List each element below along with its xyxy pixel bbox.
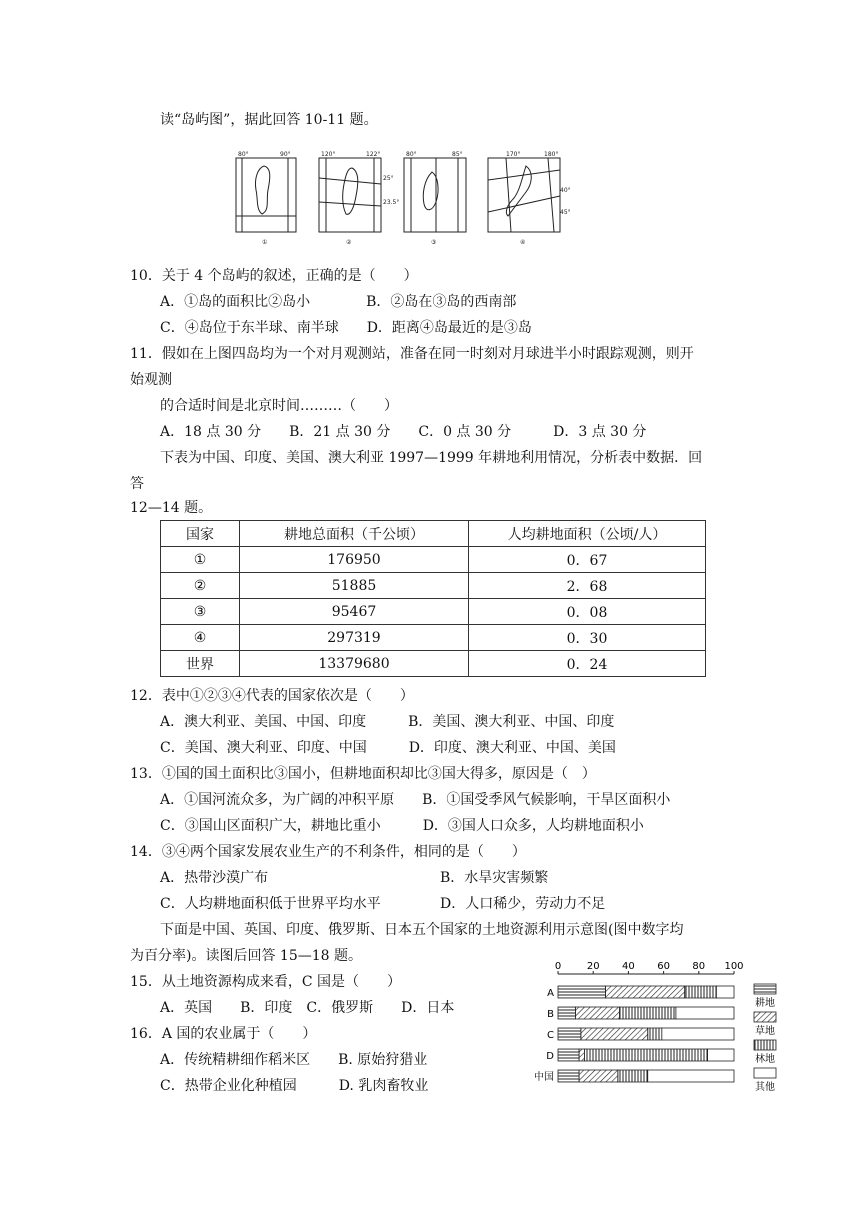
bar-segment: [581, 1028, 648, 1040]
bar-segment: [558, 1028, 581, 1040]
map3-lon-right: 85°: [452, 151, 463, 158]
table-cell: ③: [161, 599, 240, 625]
table-row: [161, 625, 706, 651]
map1-label: ①: [262, 239, 268, 246]
intro-landuse-line2: 为百分率)。读图后回答 15—18 题。: [130, 948, 362, 964]
legend-swatch: [754, 984, 776, 994]
question-11-line1: 11．假如在上图四岛均为一个对月观测站，准备在同一时刻对月球进半小时跟踪观测，则开: [130, 346, 694, 362]
question-16-options-ab: A．传统精耕细作稻米区 B. 原始狩猎业: [160, 1052, 428, 1068]
bar-segment: [576, 1007, 620, 1019]
bar-segment: [579, 1049, 584, 1061]
map4-lat-bottom: 45°: [560, 209, 571, 216]
table-cell: 2．68: [469, 573, 706, 599]
bar-segment: [618, 1070, 648, 1082]
question-16-options-cd: C．热带企业化种植园 D. 乳肉畜牧业: [160, 1078, 429, 1094]
question-13: 13．①国的国土面积比③国小，但耕地面积却比③国大得多，原因是（ ）: [130, 766, 596, 782]
question-13-options-cd: C．③国山区面积广大，耕地比重小 D．③国人口众多，人均耕地面积小: [160, 818, 644, 834]
bar-segment: [579, 1070, 618, 1082]
bar-segment: [662, 1028, 734, 1040]
x-tick-label: 80: [692, 961, 706, 972]
x-tick-label: 40: [622, 961, 635, 972]
table-cell: ①: [161, 547, 240, 573]
map2-lon-left: 120°: [321, 151, 336, 158]
bar-segment: [606, 986, 685, 998]
question-14-option-b: B．水旱灾害频繁: [440, 870, 549, 886]
bar-segment: [584, 1049, 707, 1061]
bar-segment: [620, 1007, 676, 1019]
bar-segment: [716, 986, 734, 998]
table-cell: 51885: [240, 573, 469, 599]
legend-label: 林地: [755, 1054, 775, 1065]
category-label: D: [546, 1051, 554, 1062]
question-11-line3: 的合适时间是北京时间………（ ）: [160, 398, 398, 414]
question-13-options-ab: A．①国河流众多，为广阔的冲积平原 B．①国受季风气候影响，干旱区面积小: [160, 792, 671, 808]
map1-lon-left: 80°: [238, 151, 249, 158]
x-tick-label: 60: [657, 961, 670, 972]
question-10-options-ab: A．①岛的面积比②岛小 B．②岛在③岛的西南部: [160, 294, 517, 310]
intro-table-line3: 12—14 题。: [130, 500, 213, 516]
question-10-options-cd: C．④岛位于东半球、南半球 D．距离④岛最近的是③岛: [160, 320, 532, 336]
bar-segment: [708, 1049, 734, 1061]
table-cell: 176950: [240, 547, 469, 573]
table-cell: 95467: [240, 599, 469, 625]
farmland-table: [160, 520, 706, 677]
table-cell: 0．30: [469, 625, 706, 651]
map4-lon-left: 170°: [506, 151, 521, 158]
category-label: C: [547, 1030, 554, 1041]
legend-swatch: [754, 1012, 776, 1022]
question-15-options: A．英国 B．印度 C．俄罗斯 D．日本: [160, 1000, 455, 1016]
bar-segment: [558, 1049, 579, 1061]
question-12-options-cd: C．美国、澳大利亚、印度、中国 D．印度、澳大利亚、中国、美国: [160, 740, 616, 756]
table-header: 国家: [161, 521, 240, 547]
table-cell: 13379680: [240, 651, 469, 677]
legend-label: 其他: [755, 1082, 775, 1093]
bar-segment: [648, 1028, 662, 1040]
table-header: 人均耕地面积（公顷/人）: [469, 521, 706, 547]
question-14-option-d: D．人口稀少，劳动力不足: [440, 896, 606, 912]
category-label: A: [547, 988, 554, 999]
table-row: [161, 573, 706, 599]
table-row: [161, 547, 706, 573]
intro-table-line2: 答: [130, 476, 144, 492]
table-cell: 297319: [240, 625, 469, 651]
map1-lon-right: 90°: [280, 151, 291, 158]
legend-swatch: [754, 1068, 776, 1078]
table-row: [161, 599, 706, 625]
question-14: 14．③④两个国家发展农业生产的不利条件，相同的是（ ）: [130, 844, 526, 860]
question-12: 12．表中①②③④代表的国家依次是（ ）: [130, 688, 414, 704]
table-header-row: [161, 521, 706, 547]
bar-segment: [648, 1070, 734, 1082]
map3-label: ③: [431, 239, 437, 246]
table-cell: 0．08: [469, 599, 706, 625]
table-cell: ②: [161, 573, 240, 599]
table-cell: 0．67: [469, 547, 706, 573]
bar-segment: [676, 1007, 734, 1019]
legend-label: 耕地: [755, 998, 775, 1009]
bar-segment: [558, 986, 606, 998]
x-tick-label: 20: [586, 961, 600, 972]
question-12-options-ab: A．澳大利亚、美国、中国、印度 B．美国、澳大利亚、中国、印度: [160, 714, 615, 730]
intro-islands: 读“岛屿图”，据此回答 10-11 题。: [160, 112, 378, 128]
x-tick-label: 100: [724, 961, 744, 972]
map4-label: ④: [520, 239, 526, 246]
question-11-line2: 始观测: [130, 372, 172, 388]
category-label: B: [547, 1009, 554, 1020]
table-cell: 0．24: [469, 651, 706, 677]
table-cell: 世界: [161, 651, 240, 677]
intro-table-line1: 下表为中国、印度、美国、澳大利亚 1997—1999 年耕地利用情况，分析表中数据．回: [160, 450, 703, 466]
bar-segment: [685, 986, 717, 998]
land-use-chart: [520, 958, 790, 1098]
question-14-option-a: A．热带沙漠广布: [160, 870, 269, 886]
intro-landuse-line1: 下面是中国、英国、印度、俄罗斯、日本五个国家的土地资源利用示意图(图中数字均: [160, 922, 684, 938]
question-11-options: A．18 点 30 分 B．21 点 30 分 C．0 点 30 分 D．3 点 30 分: [160, 424, 647, 440]
question-10: 10．关于 4 个岛屿的叙述，正确的是（ ）: [130, 268, 418, 284]
question-14-option-c: C．人均耕地面积低于世界平均水平: [160, 896, 381, 912]
map2-lon-right: 122°: [366, 151, 381, 158]
table-row: [161, 651, 706, 677]
island-maps: [226, 150, 571, 246]
map4-lon-right: 180°: [544, 151, 559, 158]
question-15: 15．从土地资源构成来看，C 国是（ ）: [130, 974, 401, 990]
bar-segment: [558, 1007, 576, 1019]
map2-lat-bottom: 23.5°: [383, 199, 400, 206]
map2-label: ②: [346, 239, 352, 246]
map4-lat-top: 40°: [560, 187, 571, 194]
table-header: 耕地总面积（千公顷）: [240, 521, 469, 547]
question-16: 16．A 国的农业属于（ ）: [130, 1026, 317, 1042]
map3-lon-left: 80°: [406, 151, 417, 158]
legend-label: 草地: [755, 1026, 775, 1037]
map2-lat-top: 25°: [383, 175, 394, 182]
bar-segment: [558, 1070, 579, 1082]
legend-swatch: [754, 1040, 776, 1050]
x-tick-label: 0: [554, 961, 562, 972]
table-cell: ④: [161, 625, 240, 651]
category-label: 中国: [534, 1072, 554, 1083]
